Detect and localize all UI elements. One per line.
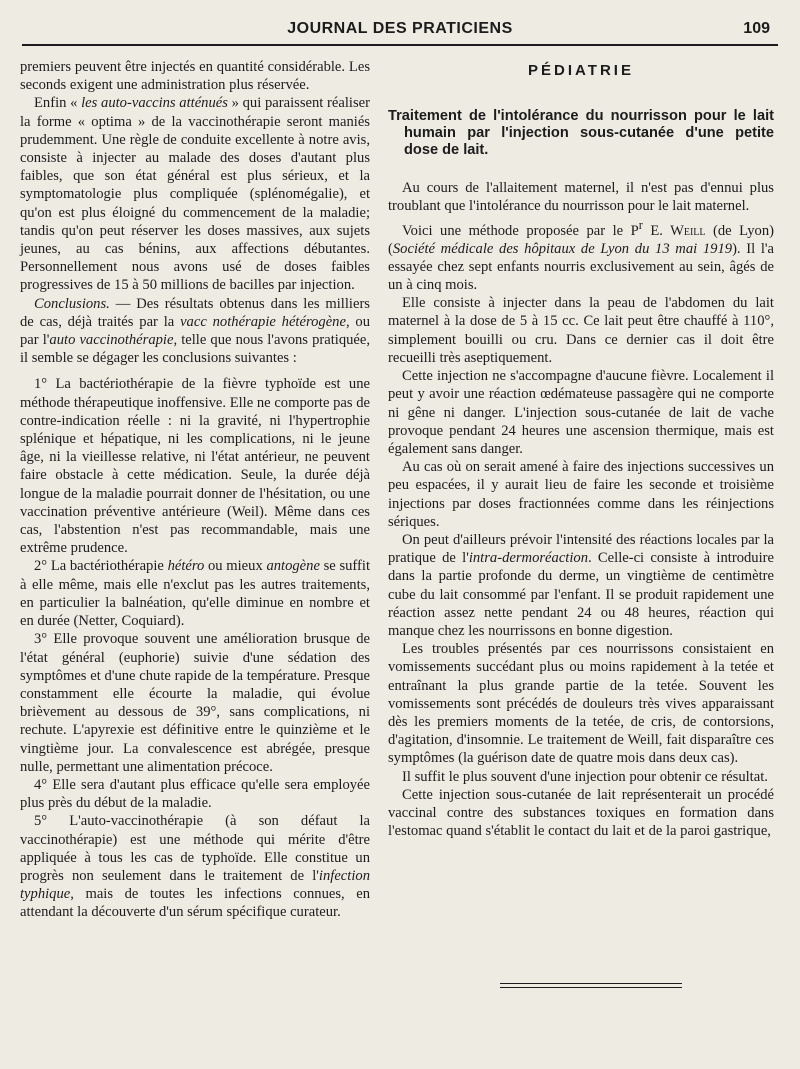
page-number: 109 [743, 20, 770, 37]
header-rule [22, 44, 778, 46]
article-title: Traitement de l'intolérance du nourrisson pour le lait humain par l'injection sous-cutanée d'une petite dose de lait. [388, 108, 774, 159]
conclusion-1: 1° La bactériothérapie de la fièvre typhoïde est une méthode thérapeutique inoffensive. Elle ne comporte pas de contre-indication réelle : ni la gravité, ni l'hypertrophie splénique et hépatique, ni les complications, ni le jeune âge, ni la vieillesse relative, ni l'état antérieur, ne peuvent faire obstacle à cette médication. Seule, la durée déjà longue de la maladie pourrait donner de l'hésitation, ou une vaccination préventive antérieure (Weil). Même dans ces cas, l'abstention n'est pas recommandable, mais une extrême prudence. [20, 376, 370, 557]
paragraph: Cette injection sous-cutanée de lait représenterait un procédé vaccinal contre des substances toxiques en formation dans l'estomac quand s'établit le contact du lait et de la paroi gastrique, [388, 786, 774, 840]
right-column [388, 58, 774, 840]
conclusion-3: 3° Elle provoque souvent une amélioration brusque de l'état général (euphorie) suivie d'une sédation des symptômes et d'une chute rapide de la température. Presque constamment elle écourte la maladie, qui évolue brièvement au dessous de 39°, sans complications, ni rechute. L'apyrexie est définitive entre le quinzième et le vingtième jour. La convalescence est abrégée, presque nulle, permettant une alimentation précoce. [20, 631, 370, 775]
paragraph: Voici une méthode proposée par le $P^r$ E. Weill (de Lyon) (Société médicale des hôpitaux de Lyon du 13 mai 1919). Il l'a essayée chez sept enfants nourris exclusivement au sein, âgés de un à cinq mois. [388, 217, 774, 294]
section-title: PÉDIATRIE [528, 62, 634, 79]
paragraph: Cette injection ne s'accompagne d'aucune fièvre. Localement il peut y avoir une réaction œdémateuse passagère qui ne comporte ni gêne ni danger. L'injection sous-cutanée de lait de vache provoque pendant 24 heures une ascension thermique, mais est également sans danger. [388, 368, 774, 457]
paragraph: premiers peuvent être injectés en quantité considérable. Les seconds exigent une administration plus réservée. [20, 59, 370, 94]
paragraph: Enfin « les auto-vaccins atténués » qui paraissent réaliser la forme « optima » de la vaccinothérapie seront maniés prudemment. Une règle de conduite excellente à notre avis, consiste à injecter au malade des doses d'autant plus faibles, que son état général est plus sérieux, et la symptomatologie plus compliquée (splénomégalie), et qu'on est plus éloigné du commencement de la maladie; tandis qu'on peut réserver les doses massives, aux sujets jeunes, au cas bénins, aux affections débutantes. Personnellement nous avons usé de doses faibles progressives de 15 à 50 millions de bacilles par injection. [20, 95, 370, 294]
page-header [22, 14, 778, 48]
conclusion-2: 2° La bactériothérapie hétéro ou mieux antogène se suffit à elle même, mais elle n'exclut pas les autres traitements, en particulier la balnéation, qu'elle diminue en nombre et en durée (Netter, Coquiard). [20, 558, 370, 630]
conclusion-5: 5° L'auto-vaccinothérapie (à son défaut la vaccinothérapie) est une méthode qui mérite d'être appliquée à tous les cas de typhoïde. Elle constitue un progrès non seulement dans le traitement de l'infection typhique, mais de toutes les infections connues, en attendant la découverte d'un sérum spécifique curateur. [20, 813, 370, 921]
article-end-rule [500, 983, 682, 991]
left-column [20, 58, 370, 922]
paragraph: Au cas où on serait amené à faire des injections successives un peu espacées, il y aurait lieu de faire les seconde et troisième injections par doses fractionnées comme dans les réinjections sériques. [388, 459, 774, 530]
paragraph: On peut d'ailleurs prévoir l'intensité des réactions locales par la pratique de l'intra-dermoréaction. Celle-ci consiste à introduire dans la partie profonde du derme, un vingtième de centimètre cube du lait consommé par l'enfant. Il se produit rapidement une réaction assez nette pendant 24 ou 48 heures, réaction qui manque chez les nourrissons en bonne digestion. [388, 531, 774, 639]
paragraph: Les troubles présentés par ces nourrissons consistaient en vomissements succédant plus ou moins rapidement à la tetée et entraînant la plus grande partie de la tetée. Souvent les vomissements sont précédés de douleurs très vives apparaissant dès les premiers moments de la tetée, de cris, de contorsions, d'agitation, d'insomnie. Le traitement de Weill, fait disparaître ces symptômes (la guérison date de quatre mois dans deux cas). [388, 641, 774, 767]
conclusions-intro: Conclusions. — Des résultats obtenus dans les milliers de cas, déjà traités par la vacc nothérapie hétérogène, ou par l'auto vaccinothérapie, telle que nous l'avons pratiquée, il semble se dégager les conclusions suivantes : [20, 295, 371, 367]
conclusion-4: 4° Elle sera d'autant plus efficace qu'elle sera employée plus près du début de la maladie. [20, 776, 370, 812]
paragraph: Elle consiste à injecter dans la peau de l'abdomen du lait maternel à la dose de 5 à 15 cc. Ce lait peut être chauffé à 110°, simplement bouilli ou cru. Dans ce dernier cas il doit être recueilli très aseptiquement. [388, 295, 774, 366]
paragraph: Il suffit le plus souvent d'une injection pour obtenir ce résultat. [402, 768, 768, 785]
journal-title: JOURNAL DES PRATICIENS [287, 20, 513, 37]
paragraph: Au cours de l'allaitement maternel, il n'est pas d'ennui plus troublant que l'intolérance du nourrisson pour le lait maternel. [388, 180, 774, 215]
